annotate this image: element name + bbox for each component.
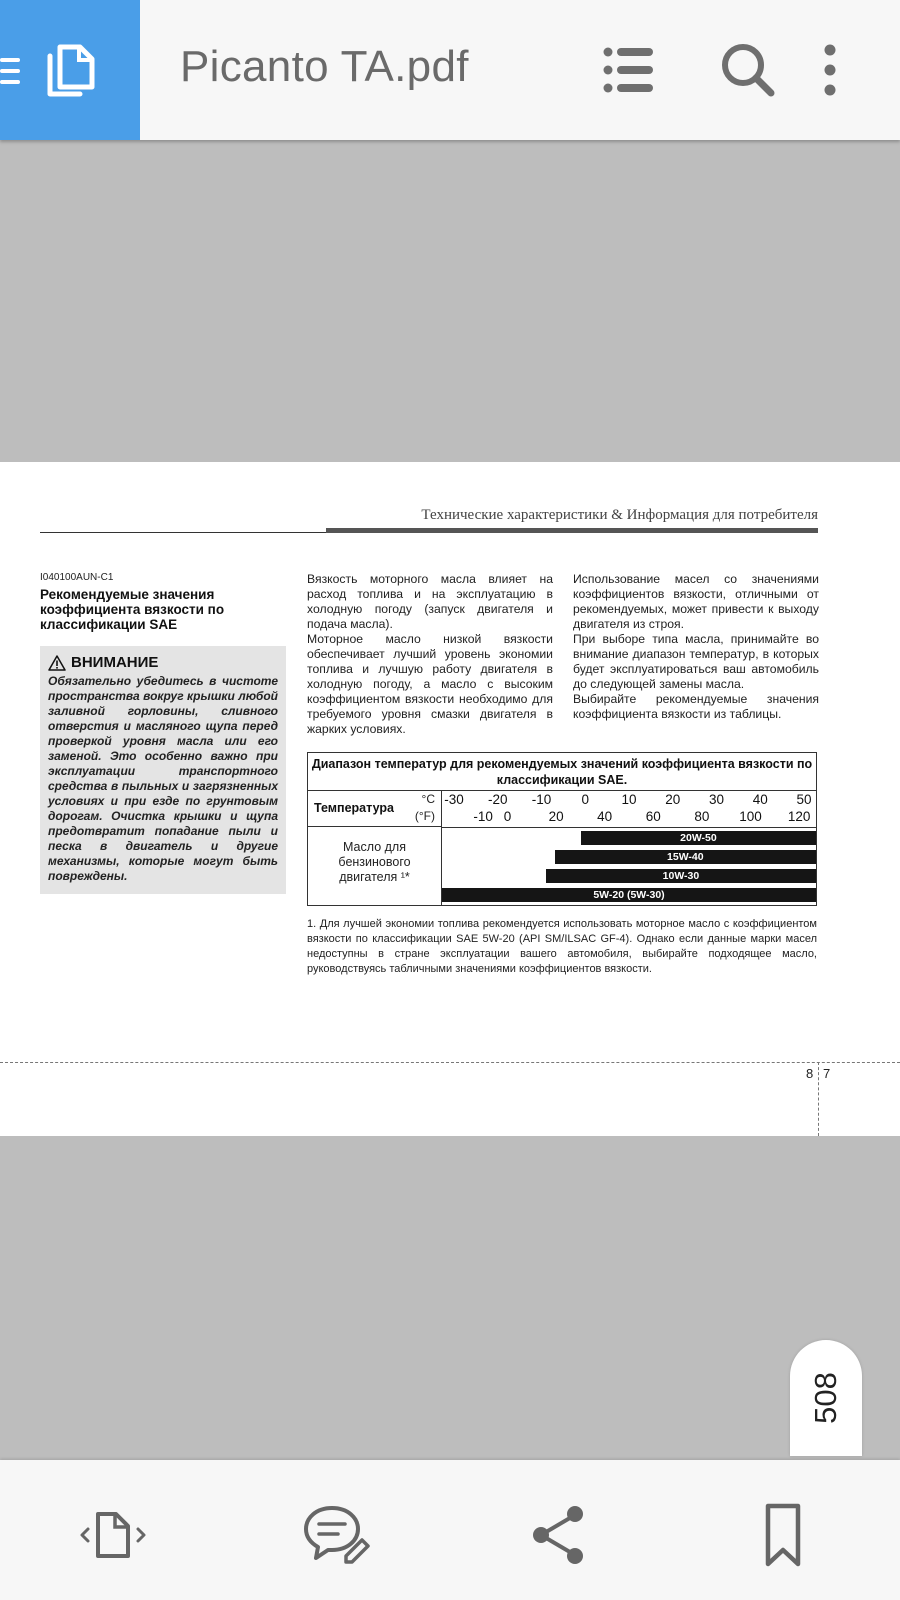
viscosity-bar: 20W-50 xyxy=(581,831,816,845)
celsius-tick: -20 xyxy=(487,792,508,807)
fahrenheit-tick: 0 xyxy=(503,809,512,824)
more-vert-icon[interactable] xyxy=(820,40,840,100)
temperature-scale xyxy=(442,791,816,828)
column-left xyxy=(40,572,286,894)
viscosity-bars xyxy=(442,827,816,906)
share-icon[interactable] xyxy=(525,1500,595,1570)
table-title: Диапазон температур для рекомендуемых значений коэффициента вязкости по классификации SAE. xyxy=(308,753,816,791)
unit-fahrenheit: (°F) xyxy=(414,809,435,823)
celsius-tick: 20 xyxy=(665,792,681,807)
documents-icon[interactable] xyxy=(46,44,96,98)
warning-heading xyxy=(48,654,278,671)
paragraph: Моторное масло низкой вязкости обеспечивает лучший уровень экономии топлива и лучшую работу двигателя в холодную погоду, а масло с высоким коэффициентом вязкости необходимо для требуемого уровня смазки двигателя в жарких условиях. xyxy=(307,632,553,736)
temperature-label-cell xyxy=(308,791,442,827)
fahrenheit-tick: 40 xyxy=(597,809,613,824)
celsius-tick: 30 xyxy=(708,792,725,807)
fahrenheit-tick: 20 xyxy=(548,809,564,824)
viscosity-table xyxy=(307,752,817,906)
section-title: Рекомендуемые значения коэффициента вязкости по классификации SAE xyxy=(40,587,225,632)
warning-text: Обязательно убедитесь в чистоте пространства вокруг крышки любой заливной горловины, сливного отверстия и масляного щупа перед проверкой уровня масла или его заменой. Это особенно важно при эксплуатации транспортного средства в пыльных и загрязненных условиях и при езде по грунтовым дорогам. Очистка крышки и щупа предотвратит попадание пыли и песка в двигатель и другие механизмы, которые могут быть повреждены. xyxy=(48,674,278,883)
celsius-tick: -30 xyxy=(444,792,464,807)
oil-label-cell xyxy=(308,827,442,906)
celsius-tick: 10 xyxy=(621,792,637,807)
fahrenheit-tick: 60 xyxy=(645,809,661,824)
oil-label-line: двигателя ¹* xyxy=(339,870,410,884)
celsius-tick: 40 xyxy=(752,792,768,807)
temperature-label: Температура xyxy=(314,801,394,815)
viscosity-bar: 5W-20 (5W-30) xyxy=(442,888,816,902)
page-cut-line xyxy=(0,1062,900,1063)
fahrenheit-tick: 100 xyxy=(739,809,762,824)
warning-title: ВНИМАНИЕ xyxy=(71,654,159,671)
celsius-tick: 50 xyxy=(796,792,812,807)
oil-label-line: Масло для xyxy=(343,840,406,854)
warning-triangle-icon xyxy=(48,655,66,671)
top-app-bar xyxy=(0,0,900,140)
celsius-tick: -10 xyxy=(531,792,552,807)
fahrenheit-tick: -10 xyxy=(473,809,493,824)
document-title: Picanto TA.pdf xyxy=(180,42,469,91)
nav-drawer-button[interactable] xyxy=(0,0,140,140)
page-header: Технические характеристики & Информация для потребителя xyxy=(421,507,818,523)
list-icon[interactable] xyxy=(600,40,660,100)
page-number-page: 7 xyxy=(823,1066,831,1081)
column-middle xyxy=(307,572,553,737)
paragraph: При выборе типа масла, принимайте во внимание диапазон температур, в которых будет эксплуатироваться ваш автомобиль до следующей замены масла. xyxy=(573,632,819,691)
page-number-section: 8 xyxy=(806,1066,814,1081)
paragraph: Вязкость моторного масла влияет на расход топлива и на эксплуатацию в холодную погоду (запуск двигателя и подача масла). xyxy=(307,572,553,631)
paragraph: Выбирайте рекомендуемые значения коэффициента вязкости из таблицы. xyxy=(573,692,819,721)
menu-icon[interactable] xyxy=(0,56,22,86)
celsius-tick: 0 xyxy=(581,792,590,807)
pdf-page[interactable] xyxy=(0,462,900,1136)
search-icon[interactable] xyxy=(718,40,778,100)
page-navigate-icon[interactable] xyxy=(78,1500,148,1570)
page-cut-line-vertical xyxy=(818,1062,819,1136)
section-code: I040100AUN-C1 xyxy=(40,572,114,583)
header-rule-thick xyxy=(326,528,818,533)
footnote: 1. Для лучшей экономии топлива рекомендуется использовать моторное масло с коэффициентом вязкости по классификации SAE 5W-20 (API SM/ILSAC GF-4). Однако если данные марки масел недоступны в стране эксплуатации вашего автомобиля, выбирайте подходящее масло, руководствуясь табличными значениями коэффициентов вязкости. xyxy=(307,918,817,975)
warning-box xyxy=(40,646,286,894)
unit-celsius: °C xyxy=(421,792,435,806)
page-number-indicator: 508 xyxy=(808,1372,843,1424)
bookmark-icon[interactable] xyxy=(748,1500,818,1570)
fahrenheit-tick: 120 xyxy=(787,809,811,824)
viscosity-bar: 15W-40 xyxy=(555,850,816,864)
paragraph: Использование масел со значениями коэффициентов вязкости, отличными от рекомендуемых, может привести к выходу двигателя из строя. xyxy=(573,572,819,631)
column-right xyxy=(573,572,819,722)
fahrenheit-tick: 80 xyxy=(694,809,710,824)
page-number-tab[interactable] xyxy=(790,1340,862,1456)
comment-edit-icon[interactable] xyxy=(302,1500,372,1570)
viscosity-bar: 10W-30 xyxy=(546,869,816,883)
oil-label-line: бензинового xyxy=(338,855,411,869)
bottom-toolbar xyxy=(0,1460,900,1600)
